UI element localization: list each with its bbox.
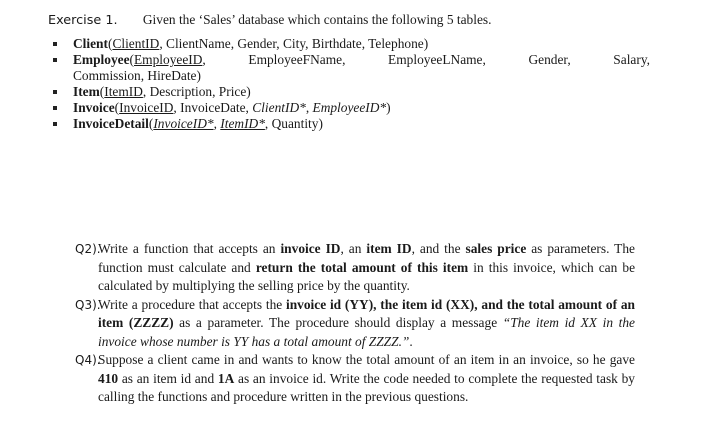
exercise-label: Exercise 1. xyxy=(48,13,118,28)
table-name: Employee xyxy=(73,52,130,67)
primary-key: EmployeeID xyxy=(134,52,203,67)
primary-key: ClientID xyxy=(112,36,160,51)
question-number: Q3). xyxy=(75,297,101,312)
table-name: Invoice xyxy=(73,100,115,115)
question-number: Q4). xyxy=(75,353,101,367)
message-template: “The item id XX in the invoice whose number is YY has a total amount of ZZZZ.” xyxy=(98,315,635,349)
table-name: Client xyxy=(73,36,108,51)
question-list xyxy=(75,240,635,407)
employee-line-2: Commission, HireDate) xyxy=(73,68,201,83)
table-name: InvoiceDetail xyxy=(73,116,149,131)
table-list xyxy=(50,36,650,132)
primary-key: InvoiceID xyxy=(119,100,174,115)
employee-line-1: Employee(EmployeeID, EmployeeFName, EmployeeLName, Gender, Salary, xyxy=(73,52,650,67)
primary-key: ItemID xyxy=(104,84,143,99)
question-2: Q2). Write a function that accepts an invoice ID, an item ID, and the sales price as parameters. The function must calculate and return the total amount of this item in this invoice, which can be calculated by multiplying the selling price by the quantity. xyxy=(75,241,636,293)
composite-key: InvoiceID* xyxy=(153,116,214,131)
table-invoice: Invoice(InvoiceID, InvoiceDate, ClientID*, EmployeeID*) xyxy=(50,100,650,116)
foreign-key: EmployeeID* xyxy=(312,100,387,115)
exercise-header xyxy=(48,12,491,29)
table-invoice-detail: InvoiceDetail(InvoiceID*, ItemID*, Quantity) xyxy=(50,116,650,132)
table-item: Item(ItemID, Description, Price) xyxy=(50,84,650,100)
exercise-intro: Given the ‘Sales’ database which contains the following 5 tables. xyxy=(142,12,492,27)
question-4: Q4). Suppose a client came in and wants to know the total amount of an item in an invoice, so he gave 410 as an item id and 1A as an invoice id. Write the code needed to complete the requested task by calling the functions and procedure written in the previous questions. xyxy=(75,352,635,404)
table-employee xyxy=(50,52,650,84)
question-3: Q3). Write a procedure that accepts the invoice id (YY), the item id (XX), and the total amount of an item (ZZZZ) as a parameter. The procedure should display a message “The item id XX in the invoice whose number is YY has a total amount of ZZZZ.”. xyxy=(75,296,635,349)
composite-key: ItemID* xyxy=(220,116,265,131)
table-name: Item xyxy=(73,84,100,99)
foreign-key: ClientID* xyxy=(252,100,306,115)
question-number: Q2). xyxy=(75,242,101,256)
table-client: Client(ClientID, ClientName, Gender, City, Birthdate, Telephone) xyxy=(50,36,650,52)
